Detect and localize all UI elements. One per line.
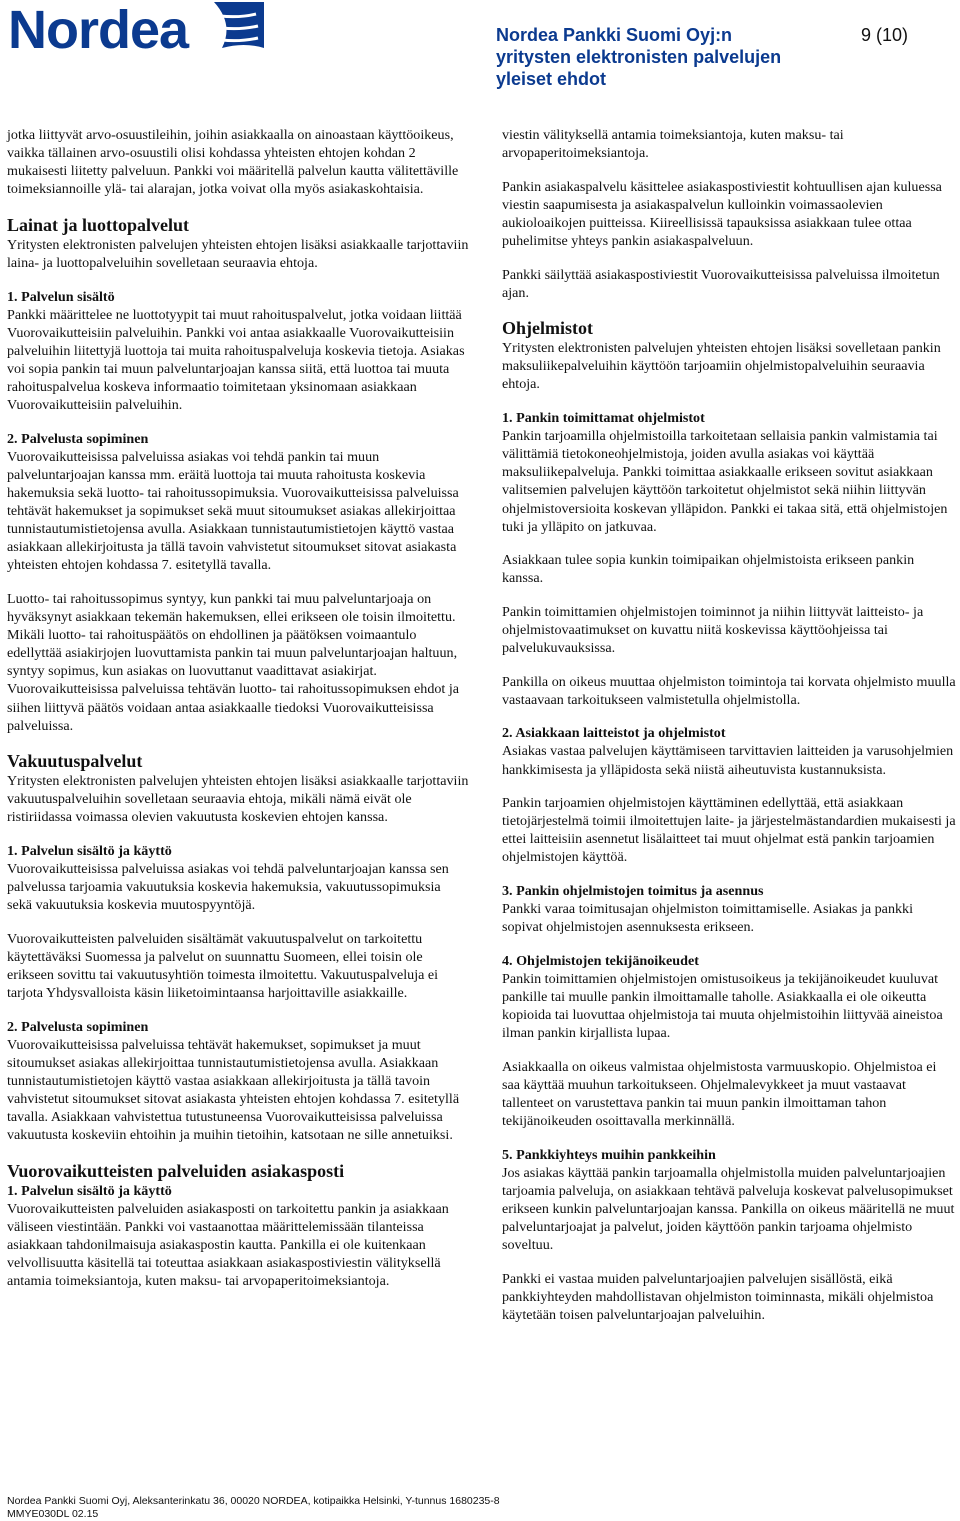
- page-footer: [7, 1495, 500, 1521]
- subheading: 2. Asiakkaan laitteistot ja ohjelmistot: [502, 725, 726, 742]
- title-line-1: yritysten elektronisten palvelujen: [496, 47, 782, 67]
- paragraph: Pankin toimittamien ohjelmistojen toiminnot ja niihin liittyvät laitteisto- ja ohjelmistovaatimukset on kuvattu niitä koskevissa käyttöohjeissa tai palvelukuvauksissa.: [502, 603, 924, 657]
- paragraph: Asiakkaan tulee sopia kunkin toimipaikan ohjelmistoista erikseen pankin kanssa.: [502, 552, 915, 587]
- paragraph: Pankin tarjoamien ohjelmistojen käyttäminen edellyttää, että asiakkaan tietojärjestelmä toimii ilmoitettujen laite- ja järjestelmästandardien mukaisesti ja ettei laitteisiin asennetut lisälaitteet tai muut ohjelmat estä pankin tarjoamien ohjelmistojen käyttöä.: [502, 795, 956, 866]
- subheading: 1. Palvelun sisältö ja käyttö: [7, 843, 172, 859]
- subheading: 1. Palvelun sisältö: [7, 288, 115, 305]
- subheading: 2. Palvelusta sopiminen: [7, 430, 149, 447]
- subheading: 4. Ohjelmistojen tekijänoikeudet: [502, 952, 699, 969]
- left-column: [7, 126, 469, 1306]
- nordea-logo: [8, 2, 266, 54]
- subheading: 1. Palvelun sisältö ja käyttö: [7, 1182, 172, 1199]
- paragraph: Pankki säilyttää asiakaspostiviestit Vuorovaikutteisissa palveluissa ilmoitetun ajan.: [502, 266, 940, 301]
- paragraph: viestin välityksellä antamia toimeksiantoja, kuten maksu- tai arvopaperitoimeksiantoja.: [502, 127, 844, 162]
- paragraph: Yritysten elektronisten palvelujen yhteisten ehtojen lisäksi asiakkaalle tarjottaviin laina- ja luottopalveluihin sovelletaan seuraavia ehtoja.: [7, 236, 469, 271]
- section-heading-asiakasposti: Vuorovaikutteisten palveluiden asiakasposti: [7, 1160, 345, 1181]
- paragraph: Pankki varaa toimitusajan ohjelmiston toimittamiselle. Asiakas ja pankki sopivat ohjelmistojen asennuksesta erikseen.: [502, 901, 913, 936]
- paragraph: Vuorovaikutteisten palveluiden sisältämät vakuutuspalvelut on tarkoitettu käytettäväksi Suomessa ja palvelut on suunnattu Suomeen, ellei toisin ole erikseen sovittu tai vakuutusyhtiön toimesta ilmoitettu. Vakuutuspalveluja ei tarjota Yhdysvalloista käsin liiketoimintaansa harjoittaville asiakkaille.: [7, 930, 439, 1002]
- paragraph: Yritysten elektronisten palvelujen yhteisten ehtojen lisäksi sovelletaan pankin maksuliikepalveluihin käyttöön tarjoamiin ohjelmistopalveluihin seuraavia ehtoja.: [502, 340, 941, 393]
- paragraph: Vuorovaikutteisissa palveluissa asiakas voi tehdä palveluntarjoajan kanssa sen palvelussa tarjoamia vakuutuksia koskevia hakemuksia, vakuutussopimuksia sekä vakuutuksia koskevia muutospyyntöjä.: [7, 861, 449, 914]
- paragraph: Pankin asiakaspalvelu käsittelee asiakaspostiviestit kohtuullisen ajan kuluessa viestin saapumisesta ja asiakaspalvelun kulloinkin voimassaolevien aukioloaikojen puitteissa. Kiireellisissä tapauksissa asiakkaan tulee ottaa puhelimitse yhteys pankin asiakaspalveluun.: [502, 178, 942, 249]
- subheading: 5. Pankkiyhteys muihin pankkeihin: [502, 1146, 716, 1163]
- subheading: 1. Pankin toimittamat ohjelmistot: [502, 410, 705, 427]
- logo-wordmark: Nordea: [8, 2, 189, 54]
- paragraph: Pankki määrittelee ne luottotyypit tai muut rahoituspalvelut, jotka voidaan liittää Vuorovaikutteisiin palveluihin. Pankki voi antaa asiakkaalle Vuorovaikutteisiin palveluihin liitettyjä luottoja tai muita rahoituspalveluja koskevia tietoja. Asiakas voi sopia pankin tai muun palveluntarjoajan kanssa siitä, että luottoa tai muuta rahoituspalvelua koskeva informaatio toimitetaan yksinomaan asiakkaan Vuorovaikutteisiin palveluihin.: [7, 306, 465, 414]
- title-line-2: yleiset ehdot: [496, 69, 607, 89]
- paragraph: Yritysten elektronisten palvelujen yhteisten ehtojen lisäksi asiakkaalle tarjottaviin vakuutuspalveluihin sovelletaan seuraavia ehtoja, mikäli nämä eivät ole ristiriidassa voimassa olevien vakuutusta koskevien ehtojen kanssa.: [7, 773, 469, 826]
- paragraph: Asiakas vastaa palvelujen käyttämiseen tarvittavien laitteiden ja varusohjelmien hankkimisesta ja ylläpidosta sekä niistä aiheutuvista kustannuksista.: [502, 743, 954, 778]
- paragraph: Jos asiakas käyttää pankin tarjoamalla ohjelmistolla muiden palveluntarjoajien tarjoamia palveluja, on asiakkaan tehtävä palveluja koskevat palvelusopimukset erikseen kunkin palveluntarjoajan kanssa. Pankilla on oikeus määritellä ne muut palveluntarjoajat ja palvelut, joiden käyttöön pankin tarjoama ohjelmisto soveltuu.: [502, 1164, 955, 1254]
- subheading: 3. Pankin ohjelmistojen toimitus ja asennus: [502, 883, 764, 899]
- paragraph: Luotto- tai rahoitussopimus syntyy, kun pankki tai muu palveluntarjoaja on hyväksynyt asiakkaan tekemän hakemuksen, ellei erikseen ole toisin ilmoitettu. Mikäli luotto- tai rahoituspäätös on ehdollinen ja päätöksen voimaantulo edellyttää asiakirjojen luovuttamista pankin tai muun palveluntarjoajan haltuun, syntyy sopimus, kun asiakas on luovuttanut vaadittavat asiakirjat. Vuorovaikutteisissa palveluissa tehtävän luotto- tai rahoitussopimuksen ehdot ja siihen liittyvä päätös voidaan antaa asiakkaalle tiedoksi Vuorovaikutteisissa palveluissa.: [7, 590, 460, 734]
- section-heading-lainat: Lainat ja luottopalvelut: [7, 214, 190, 235]
- company-line: Nordea Pankki Suomi Oyj:n: [496, 25, 733, 45]
- paragraph: Vuorovaikutteisissa palveluissa tehtävät hakemukset, sopimukset ja muut sitoumukset asiakas allekirjoittaa tunnistautumistietojensa avulla. Asiakkaan tunnistautumistietojen käyttö vastaa asiakkaan allekirjoitusta ja tällä tavoin vahvistetut sitoumukset sitovat asiakasta yhteisten ehtojen kohdassa 7. esitetyllä tavalla. Asiakkaan vahvistettua tutustuneensa Vuorovaikutteisissa palveluissa vakuutusta koskeviin ehtoihin ja muihin tietoihin, katsotaan ne sille annetuiksi.: [7, 1036, 460, 1144]
- section-heading-ohjelmistot: Ohjelmistot: [502, 318, 593, 339]
- footer-document-code: MMYE030DL 02.15: [7, 1508, 99, 1520]
- paragraph: Vuorovaikutteisissa palveluissa asiakas voi tehdä pankin tai muun palveluntarjoajan kanssa mm. eräitä luottoja tai muuta rahoitusta koskevia hakemuksia sekä luotto- tai rahoitussopimuksia. Vuorovaikutteisissa palveluissa tehtävät hakemukset ja sopimukset sekä muut sitoumukset asiakas allekirjoittaa tunnistautumistietojensa avulla. Asiakkaan tunnistautumistietojen käyttö vastaa asiakkaan allekirjoitusta ja tällä tavoin vahvistetut sitoumukset sitovat asiakasta yhteisten ehtojen kohdassa 7. esitetyllä tavalla.: [7, 448, 459, 574]
- paragraph: Vuorovaikutteisten palveluiden asiakasposti on tarkoitettu pankin ja asiakkaan väliseen viestintään. Pankki voi vastaanottaa määrittelemissään tilanteissa asiakkaan tahdonilmaisuja asiakaspostin kautta. Pankilla ei ole kuitenkaan velvollisuutta käsitellä tai toteuttaa asiakkaan asiakaspostiviestin välityksellä antamia toimeksiantoja, kuten maksu- tai arvopaperitoimeksiantoja.: [7, 1201, 449, 1290]
- sail-icon: [214, 2, 264, 48]
- page-number: 9 (10): [860, 25, 908, 45]
- paragraph: Pankin tarjoamilla ohjelmistoilla tarkoitetaan sellaisia pankin valmistamia tai välittämiä tietokoneohjelmistoja, joiden avulla asiakas voi käyttää maksuliikepalveluja. Pankki toimittaa asiakkaalle erikseen sovitut asiakkaan valitsemien palvelujen käyttöön tarkoitetut ohjelmistot sekä niihin liittyvän ohjelmistoversioita koskevan ylläpidon. Pankki ei takaa sitä, että ohjelmistojen tuki ja ylläpito on jatkuvaa.: [502, 428, 948, 535]
- footer-company-info: Nordea Pankki Suomi Oyj, Aleksanterinkatu 36, 00020 NORDEA, kotipaikka Helsinki, Y-tunnus 1680235-8: [7, 1495, 500, 1507]
- paragraph: Pankilla on oikeus muuttaa ohjelmiston toimintoja tai korvata ohjelmisto muulla vastaavaan tarkoitukseen valmistetulla ohjelmistolla.: [502, 673, 956, 708]
- paragraph: Pankin toimittamien ohjelmistojen omistusoikeus ja tekijänoikeudet kuuluvat pankille tai muulle pankin ilmoittamalle taholle. Asiakkaalla ei ole oikeutta kopioida tai luovuttaa ohjelmistoja tai muuta ohjelmistoihin liittyvää aineistoa ilman pankin kirjallista lupaa.: [502, 970, 943, 1042]
- section-heading-vakuutus: Vakuutuspalvelut: [7, 751, 143, 772]
- paragraph: Asiakkaalla on oikeus valmistaa ohjelmistosta varmuuskopio. Ohjelmistoa ei saa käyttää muuhun tarkoitukseen. Ohjelmalevykkeet ja muut vastaavat tallenteet on varustettava pankin tai muun pankin ilmoittaman tahon tekijänoikeuden osoittavalla merkinnällä.: [502, 1058, 937, 1130]
- paragraph: Pankki ei vastaa muiden palveluntarjoajien palvelujen sisällöstä, eikä pankkiyhteyden mahdollistavan ohjelmiston toiminnasta, mikäli ohjelmistoa käytetään toisen palveluntarjoajan palveluihin.: [502, 1270, 934, 1323]
- right-column: [502, 126, 956, 1339]
- continued-paragraph: jotka liittyvät arvo-osuustileihin, joihin asiakkaalla on ainoastaan käyttöoikeus, vaikka tällainen arvo-osuustili olisi kohdassa yhteisten ehtojen kohdan 2 mukaisesti liitetty palveluun. Pankki voi määritellä palvelun kautta välitettäville toimeksiannoille ylä- tai alarajan, jotka voivat olla myös asiakaskohtaisia.: [7, 127, 459, 198]
- document-header: [496, 24, 781, 90]
- subheading: 2. Palvelusta sopiminen: [7, 1018, 149, 1035]
